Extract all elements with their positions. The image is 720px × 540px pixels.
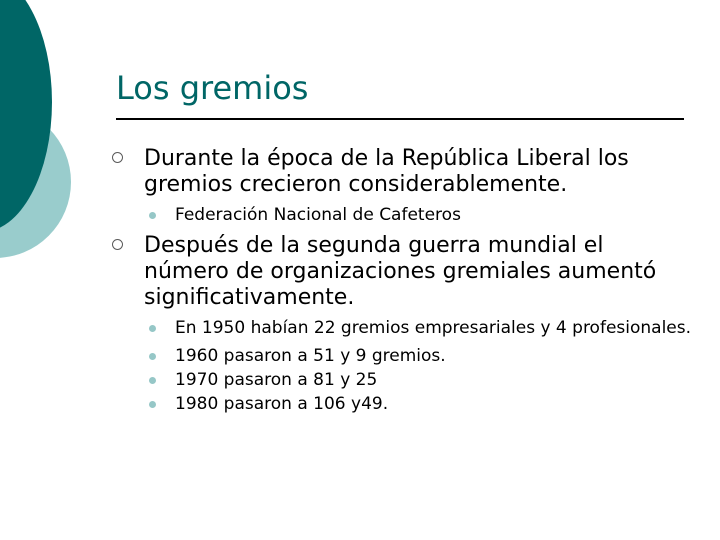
sub-bullet-text: 1970 pasaron a 81 y 25 [175,370,378,390]
sub-bullet-text: 1980 pasaron a 106 y49. [175,394,389,414]
filled-circle-bullet-icon [149,353,156,360]
bullet-item [112,233,692,311]
sub-bullet-item [144,205,692,226]
sub-bullet-item [144,318,692,339]
sub-bullet-item [144,370,692,391]
slide-content [112,146,692,415]
bullet-text: Durante la época de la República Liberal los gremios crecieron considerablemente. [144,146,629,197]
bullet-text: Después de la segunda guerra mundial el número de organizaciones gremiales aumentó significativamente. [144,233,657,310]
sub-bullet-list [144,205,692,226]
sub-bullet-text: 1960 pasaron a 51 y 9 gremios. [175,346,446,366]
filled-circle-bullet-icon [149,377,156,384]
sub-bullet-text: Federación Nacional de Cafeteros [175,205,461,225]
sub-bullet-text: En 1950 habían 22 gremios empresariales y 4 profesionales. [175,318,692,338]
hollow-circle-bullet-icon [112,152,123,163]
hollow-circle-bullet-icon [112,239,123,250]
bullet-item [112,146,692,198]
title-underline [116,118,684,120]
filled-circle-bullet-icon [149,325,156,332]
filled-circle-bullet-icon [149,212,156,219]
sub-bullet-item [144,346,692,367]
sub-bullet-list [144,318,692,415]
sub-bullet-item [144,394,692,415]
decorative-circles [0,0,120,300]
filled-circle-bullet-icon [149,401,156,408]
slide-title: Los gremios [116,69,309,107]
